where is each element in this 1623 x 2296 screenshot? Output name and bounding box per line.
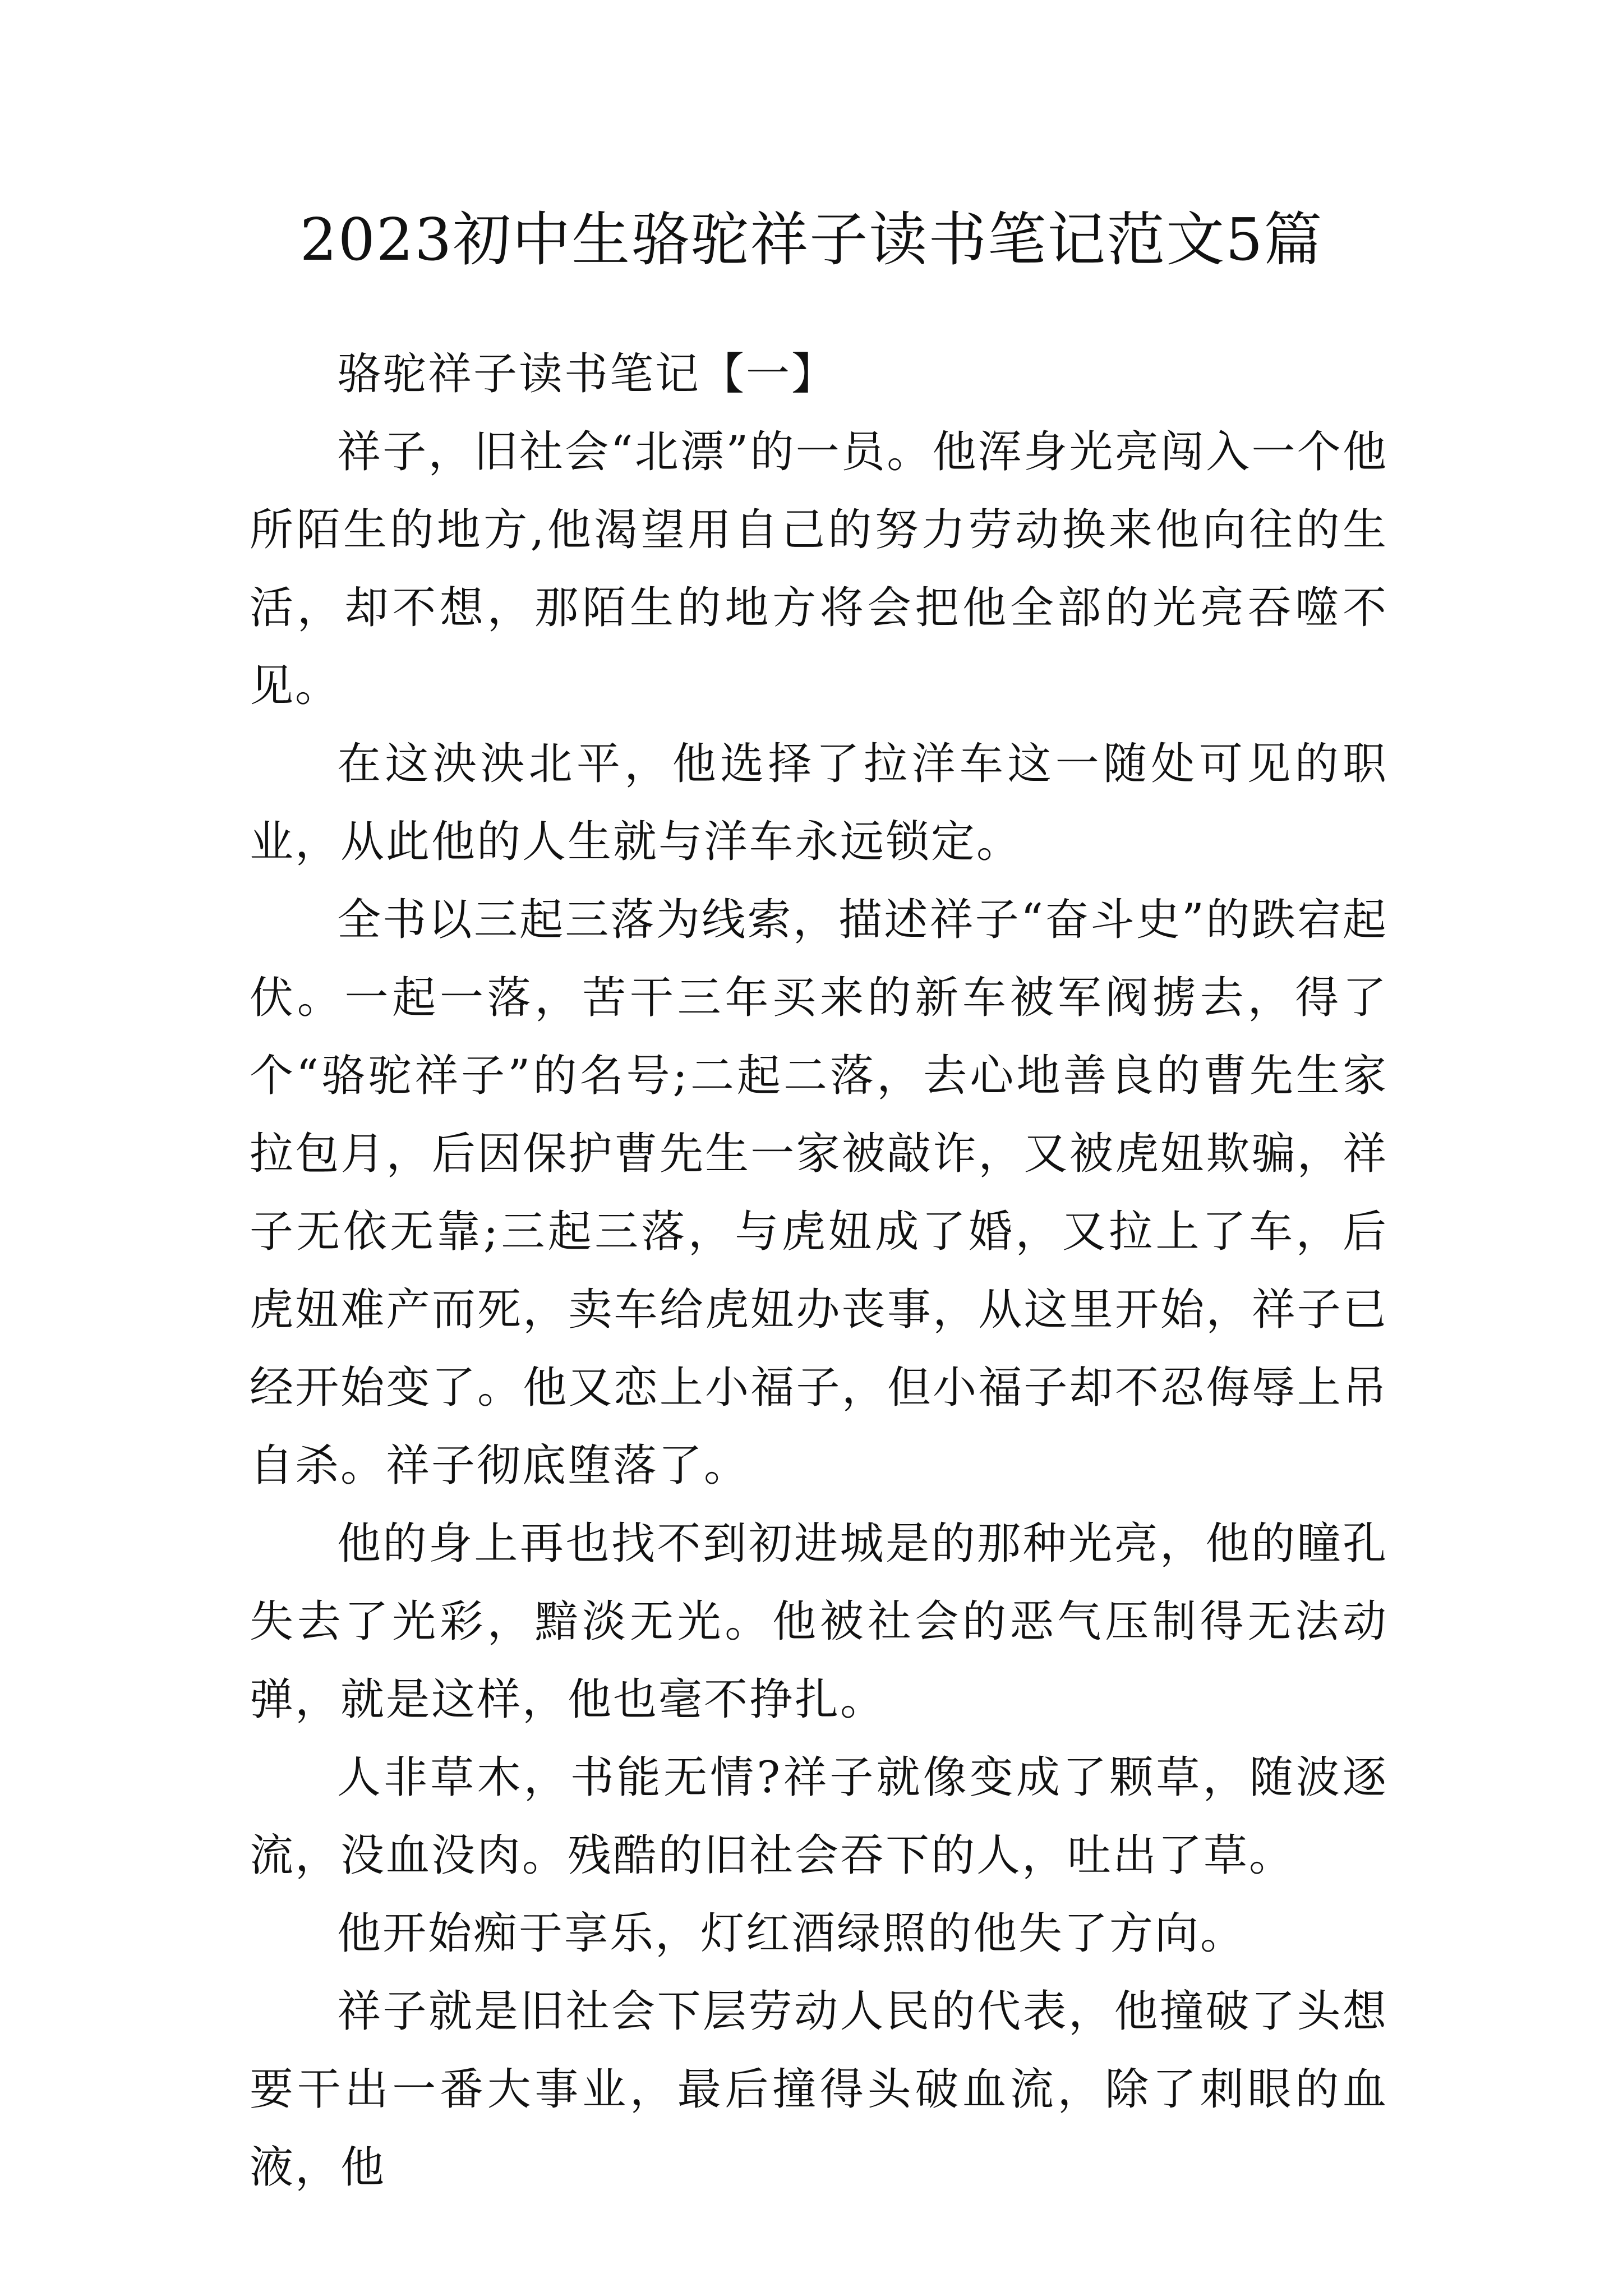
paragraph: 人非草木，书能无情?祥子就像变成了颗草，随波逐流，没血没肉。残酷的旧社会吞下的人，吐出了草。 — [250, 1752, 1388, 1881]
document-title: 2023初中生骆驼祥子读书笔记范文5篇 — [299, 205, 1324, 274]
paragraph: 在这泱泱北平，他选择了拉洋车这一随处可见的职业，从此他的人生就与洋车永远锁定。 — [250, 739, 1388, 867]
document-body — [250, 335, 1388, 2207]
paragraph: 他的身上再也找不到初进城是的那种光亮，他的瞳孔失去了光彩，黯淡无光。他被社会的恶气压制得无法动弹，就是这样，他也毫不挣扎。 — [250, 1519, 1388, 1725]
section-heading: 骆驼祥子读书笔记【一】 — [337, 349, 837, 399]
paragraph: 祥子，旧社会“北漂”的一员。他浑身光亮闯入一个他所陌生的地方,他渴望用自己的努力劳动换来他向往的生活，却不想，那陌生的地方将会把他全部的光亮吞噬不见。 — [250, 427, 1388, 711]
paragraph: 他开始痴于享乐，灯红酒绿照的他失了方向。 — [337, 1908, 1246, 1959]
paragraph: 祥子就是旧社会下层劳动人民的代表，他撞破了头想要干出一番大事业，最后撞得头破血流，除了刺眼的血液，他 — [250, 1986, 1388, 2193]
paragraph: 全书以三起三落为线索，描述祥子“奋斗史”的跌宕起伏。一起一落，苦干三年买来的新车被军阀掳去，得了个“骆驼祥子”的名号;二起二落，去心地善良的曹先生家拉包月，后因保护曹先生一家被敲诈，又被虎妞欺骗，祥子无依无靠;三起三落，与虎妞成了婚，又拉上了车，后虎妞难产而死，卖车给虎妞办丧事，从这里开始，祥子已经开始变了。他又恋上小福子，但小福子却不忍侮辱上吊自杀。祥子彻底堕落了。 — [250, 895, 1388, 1491]
